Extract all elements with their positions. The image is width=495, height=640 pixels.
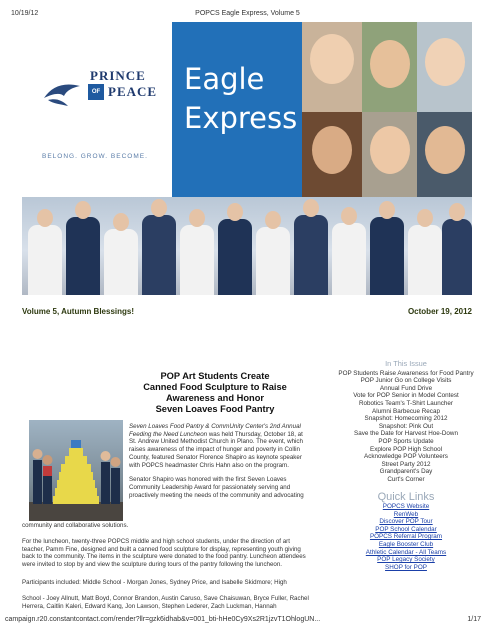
print-header	[0, 10, 495, 22]
banner-photo-child-4	[362, 112, 417, 200]
quick-link-popcs-website[interactable]: POPCS Website	[382, 503, 430, 511]
issue-item[interactable]: Robotics Team's T-Shirt Launcher	[358, 399, 454, 407]
sidebar	[336, 360, 476, 571]
issue-item[interactable]: Acknowledge POP Volunteers	[364, 453, 448, 461]
article-paragraph-2-cont: community and collaborative solutions.	[22, 522, 129, 529]
quick-link-shop-for-pop[interactable]: SHOP for POP	[385, 563, 427, 571]
quick-links-heading: Quick Links	[377, 490, 435, 503]
quick-link-school-calendar[interactable]: POP School Calendar	[375, 525, 437, 533]
article-paragraph-5: School - Joey Allnutt, Matt Boyd, Connor Brandon, Austin Caruso, Save Chaisuwan, Bryce Fuller, Rachel Herrera, Caitlin Kaleri, Edward Kang, Jon Lawson, Stephen Lederer, Zach Luckman, Hannah	[22, 595, 309, 609]
page-cutoff	[336, 600, 476, 610]
issue-item[interactable]: Annual Fund Drive	[379, 384, 433, 392]
banner-photo-child-2	[417, 22, 472, 112]
article-headline-line3: Awareness and Honor	[166, 393, 264, 403]
issue-item[interactable]: Alumni Barbecue Recap	[372, 407, 440, 415]
article-headline	[125, 371, 305, 415]
banner-title-line2: Express	[184, 101, 298, 135]
logo-peace-text: PEACE	[108, 84, 158, 99]
in-this-issue-list	[336, 370, 476, 484]
article-headline-line1: POP Art Students Create	[160, 371, 270, 381]
issue-item[interactable]: Curt's Corner	[387, 475, 425, 483]
article-paragraph-3: For the luncheon, twenty-three POPCS middle and high school students, under the direction of art teacher, Pamm Fine, designed and built a canned food sculpture for display, representing youth giving back to the community. The items in the sculpture were donated to the food pantry. Luncheon attendees were invited to stop by and view the sculpture during tours of the pantry following the luncheon.	[22, 538, 306, 569]
volume-title: Volume 5, Autumn Blessings!	[22, 307, 135, 316]
issue-item[interactable]: Snapshot: Pink Out	[378, 422, 434, 430]
eagle-express-title-block	[172, 22, 302, 200]
article-headline-line2: Canned Food Sculpture to Raise	[143, 382, 287, 392]
logo-tagline: BELONG. GROW. BECOME.	[42, 153, 148, 160]
quick-link-booster-club[interactable]: Eagle Booster Club	[378, 541, 434, 549]
volume-bar	[22, 307, 472, 316]
banner-photo-child-5	[417, 112, 472, 200]
print-date: 10/19/12	[11, 10, 39, 17]
issue-item[interactable]: Explore POP High School	[370, 445, 442, 453]
issue-item[interactable]: POP Junior Go on College Visits	[360, 377, 452, 385]
quick-link-referral-program[interactable]: POPCS Referral Program	[369, 533, 443, 541]
print-title: POPCS Eagle Express, Volume 5	[195, 10, 300, 17]
print-url: campaign.r20.constantcontact.com/render?llr=gzk6idhab&v=001_bti-hHe0Cy9Xs2R1jzvT1OhlogUN...	[5, 616, 321, 623]
print-page-number: 1/17	[467, 616, 481, 623]
banner-photo-child-1	[362, 22, 417, 112]
quick-link-legacy-society[interactable]: POP Legacy Society	[377, 556, 435, 564]
event-name: Seven Loaves Food Pantry & CommUnity Center's 2nd Annual Feeding the Need Luncheon	[129, 423, 301, 438]
in-this-issue-heading: In This Issue	[385, 359, 427, 368]
issue-item[interactable]: Vote for POP Senior in Model Contest	[353, 392, 459, 400]
logo-of-badge: OF	[88, 84, 104, 100]
school-logo[interactable]	[22, 22, 172, 197]
issue-item[interactable]: POP Sports Update	[378, 437, 434, 445]
banner-title-line1: Eagle	[184, 62, 265, 96]
banner-student-group-photo	[22, 197, 472, 295]
quick-link-renweb[interactable]: RenWeb	[393, 510, 419, 518]
article-paragraph-2: Senator Shapiro was honored with the first Seven Loaves Community Leadership Award for passionately serving and proactively meeting the needs of the community and advocating	[129, 476, 304, 499]
issue-item[interactable]: Grandparent's Day	[379, 468, 433, 476]
banner-photo-child-3	[302, 112, 362, 200]
quick-link-athletic-calendar[interactable]: Athletic Calendar - All Teams	[365, 548, 447, 556]
sculpture-photo	[29, 420, 123, 521]
newsletter-banner	[22, 22, 472, 295]
article-paragraph-1-text: was held Thursday, October 18, at St. Andrew United Methodist Church in Plano. The event, which raises awareness of the impact of hunger and poverty in Collin County, featured Senator Florence Shapiro as keynote speaker with POPCS headmaster Chris Hahn also on the program.	[129, 430, 303, 469]
article-headline-line4: Seven Loaves Food Pantry	[155, 404, 275, 414]
issue-item[interactable]: POP Students Raise Awareness for Food Pantry	[338, 369, 474, 377]
issue-item[interactable]: Street Party 2012	[381, 460, 431, 468]
article-paragraph-1	[129, 423, 307, 469]
issue-item[interactable]: Snapshot: Homecoming 2012	[364, 415, 448, 423]
article-intro	[129, 423, 307, 499]
quick-link-discover-tour[interactable]: Discover POP Tour	[379, 518, 433, 526]
logo-prince-text: PRINCE	[90, 68, 146, 83]
issue-item[interactable]: Save the Date for Harvest Hoe-Down	[354, 430, 458, 438]
dove-icon	[42, 80, 82, 108]
quick-links-list	[336, 503, 476, 571]
issue-date: October 19, 2012	[407, 307, 472, 316]
article-paragraph-4: Participants included: Middle School - Morgan Jones, Sydney Price, and Isabelle Skidmore; High	[22, 579, 287, 586]
banner-photo-baby	[302, 22, 362, 112]
